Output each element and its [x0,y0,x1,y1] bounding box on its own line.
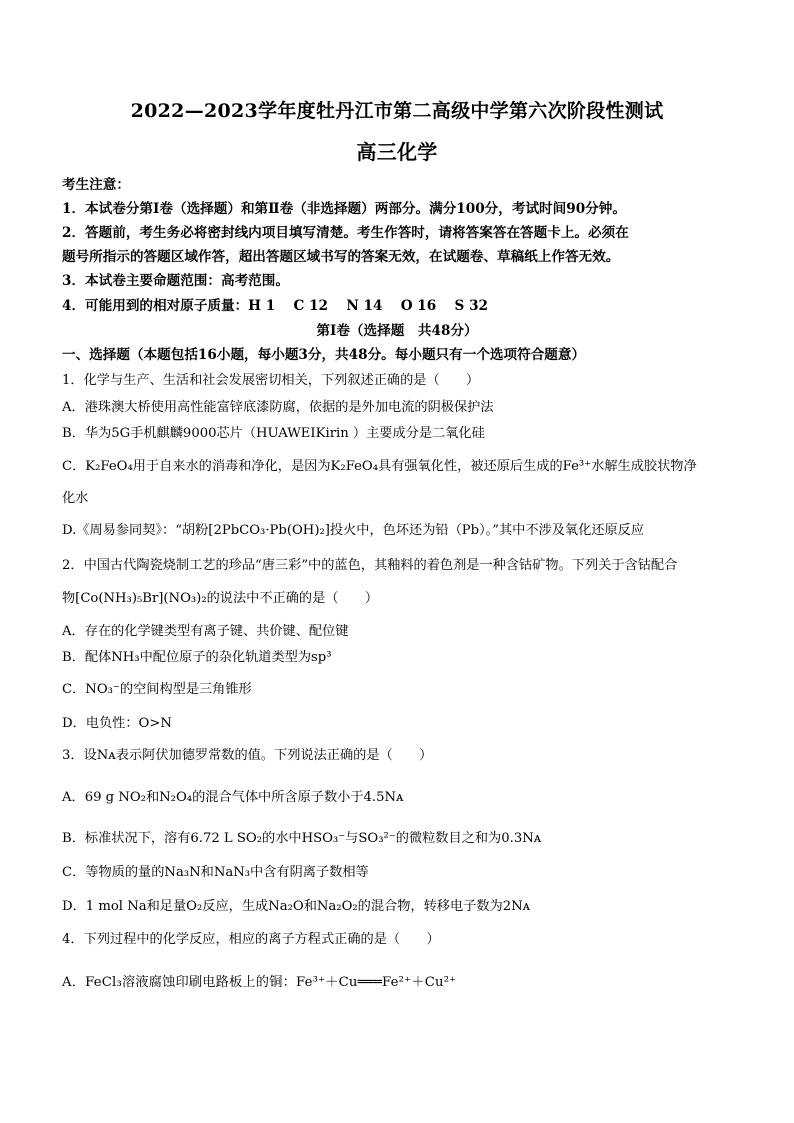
exam-title: 2022—2023学年度牡丹江市第二高级中学第六次阶段性测试 [130,100,664,122]
notice-item-3: 3．本试卷主要命题范围：高考范围。 [62,273,289,289]
question-2-option-b: B．配体NH₃中配位原子的杂化轨道类型为sp³ [62,650,332,665]
question-3-option-c: C．等物质的量的Na₃N和NaN₃中含有阴离子数相等 [62,865,369,880]
notice-item-2-cont: 题号所指示的答题区域作答，超出答题区域书写的答案无效，在试题卷、草稿纸上作答无效。 [62,249,620,265]
question-2-option-c: C．NO₃⁻的空间构型是三角锥形 [62,682,252,697]
notice-item-2: 2．答题前，考生务必将密封线内项目填写清楚。考生作答时，请将答案答在答题卡上。必须在 [62,225,629,241]
question-3-option-a: A．69 g NO₂和N₂O₄的混合气体中所含原子数小于4.5Nᴀ [62,790,404,805]
subject-title: 高三化学 [356,140,438,164]
question-2-option-a: A．存在的化学键类型有离子键、共价键、配位键 [62,624,349,639]
question-3-stem: 3．设Nᴀ表示阿伏加德罗常数的值。下列说法正确的是（ ） [62,748,433,763]
notice-heading: 考生注意： [62,177,130,193]
question-1-option-c-cont: 化水 [62,491,89,506]
question-1-stem: 1．化学与生产、生活和社会发展密切相关，下列叙述正确的是（ ） [62,373,480,388]
question-4-stem: 4．下列过程中的化学反应，相应的离子方程式正确的是（ ） [62,932,440,947]
question-1-option-c: C．K₂FeO₄用于自来水的消毒和净化，是因为K₂FeO₄具有强氧化性，被还原后生成的Fe³⁺水解生成胶状物净 [62,459,697,474]
question-2-stem: 2．中国古代陶瓷烧制工艺的珍品“唐三彩”中的蓝色，其釉料的着色剂是一种含钴矿物。下列关于含钴配合 [62,558,678,573]
question-1-option-a: A．港珠澳大桥使用高性能富锌底漆防腐，依据的是外加电流的阴极保护法 [62,400,494,415]
question-2-option-d: D．电负性：O>N [62,716,172,731]
question-1-option-b: B．华为5G手机麒麟9000芯片（HUAWEIKirin ）主要成分是二氧化硅 [62,426,485,441]
question-4-option-a: A．FeCl₃溶液腐蚀印刷电路板上的铜：Fe³⁺＋Cu═══Fe²⁺＋Cu²⁺ [62,975,457,990]
question-1-option-d: D.《周易参同契》：“胡粉[2PbCO₃·Pb(OH)₂]投火中，色坏还为铅（Pb）。”其中不涉及氧化还原反应 [62,523,645,538]
part-title: 第Ⅰ卷（选择题 共48分） [316,323,478,339]
question-3-option-b: B．标准状况下，溶有6.72 L SO₂的水中HSO₃⁻与SO₃²⁻的微粒数目之和为0.3Nᴀ [62,831,542,846]
question-2-stem-cont: 物[Co(NH₃)₅Br](NO₃)₂的说法中不正确的是（ ） [62,591,379,606]
notice-item-1: 1．本试卷分第Ⅰ卷（选择题）和第Ⅱ卷（非选择题）两部分。满分100分，考试时间90分钟。 [62,201,626,217]
section-instruction: 一、选择题（本题包括16小题，每小题3分，共48分。每小题只有一个选项符合题意） [62,347,586,363]
notice-item-4: 4．可能用到的相对原子质量：H 1 C 12 N 14 O 16 S 32 [62,298,489,314]
question-3-option-d: D．1 mol Na和足量O₂反应，生成Na₂O和Na₂O₂的混合物，转移电子数为2Nᴀ [62,899,531,914]
